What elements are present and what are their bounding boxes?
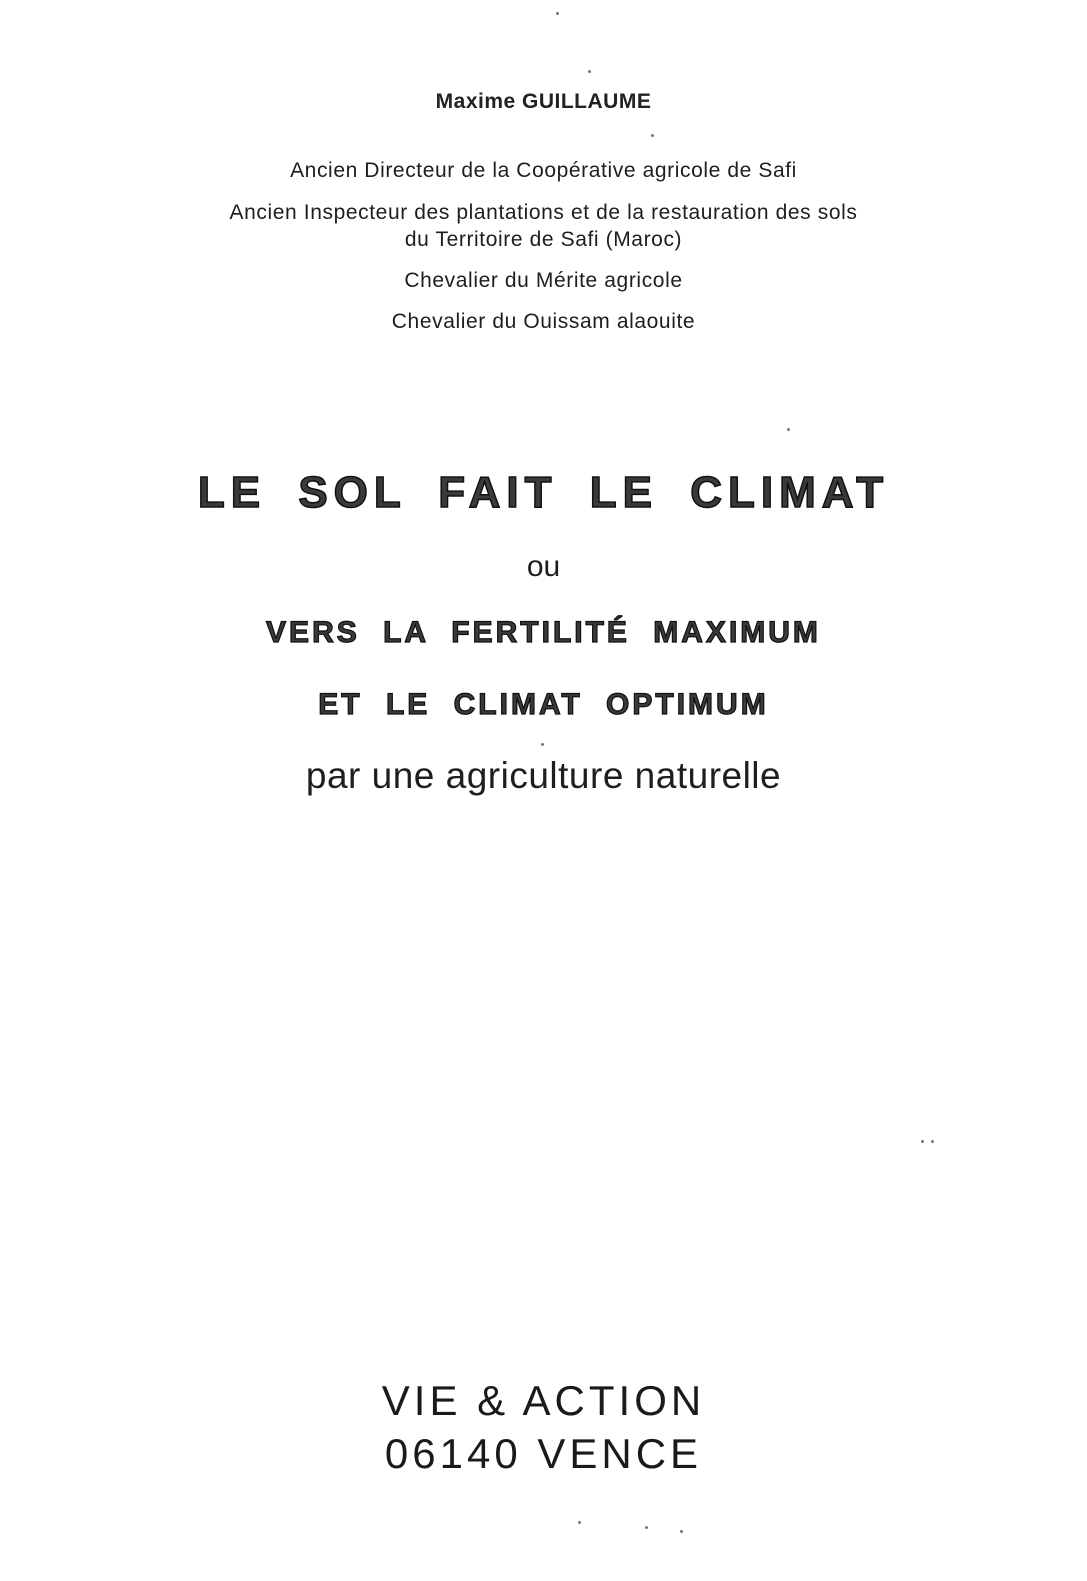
scan-speck	[921, 1140, 924, 1143]
publisher-name: VIE & ACTION	[381, 1377, 706, 1424]
credential-line: du Territoire de Safi (Maroc)	[404, 228, 683, 251]
credential-line: Ancien Directeur de la Coopérative agricole de Safi	[290, 159, 797, 182]
scan-speck	[588, 70, 591, 73]
scan-speck	[645, 1526, 648, 1529]
credential-line: Chevalier du Ouissam alaouite	[391, 310, 696, 333]
scan-speck	[787, 428, 790, 431]
scan-speck	[578, 1521, 581, 1524]
scan-speck	[651, 134, 654, 137]
publisher-address: 06140 VENCE	[384, 1430, 703, 1477]
title-conjunction: ou	[526, 550, 561, 583]
credential-line: Ancien Inspecteur des plantations et de la restauration des sols	[229, 201, 858, 224]
credential-line: Chevalier du Mérite agricole	[404, 269, 683, 292]
scan-speck	[931, 1140, 934, 1143]
book-title: LE SOL FAIT LE CLIMAT	[197, 468, 890, 517]
subtitle-line: ET LE CLIMAT OPTIMUM	[318, 688, 769, 721]
subtitle-line: VERS LA FERTILITÉ MAXIMUM	[266, 616, 821, 649]
author-name: Maxime GUILLAUME	[435, 90, 652, 113]
tagline: par une agriculture naturelle	[305, 755, 782, 796]
scan-speck	[556, 12, 559, 15]
scan-speck	[680, 1530, 683, 1533]
scan-speck	[541, 743, 544, 746]
